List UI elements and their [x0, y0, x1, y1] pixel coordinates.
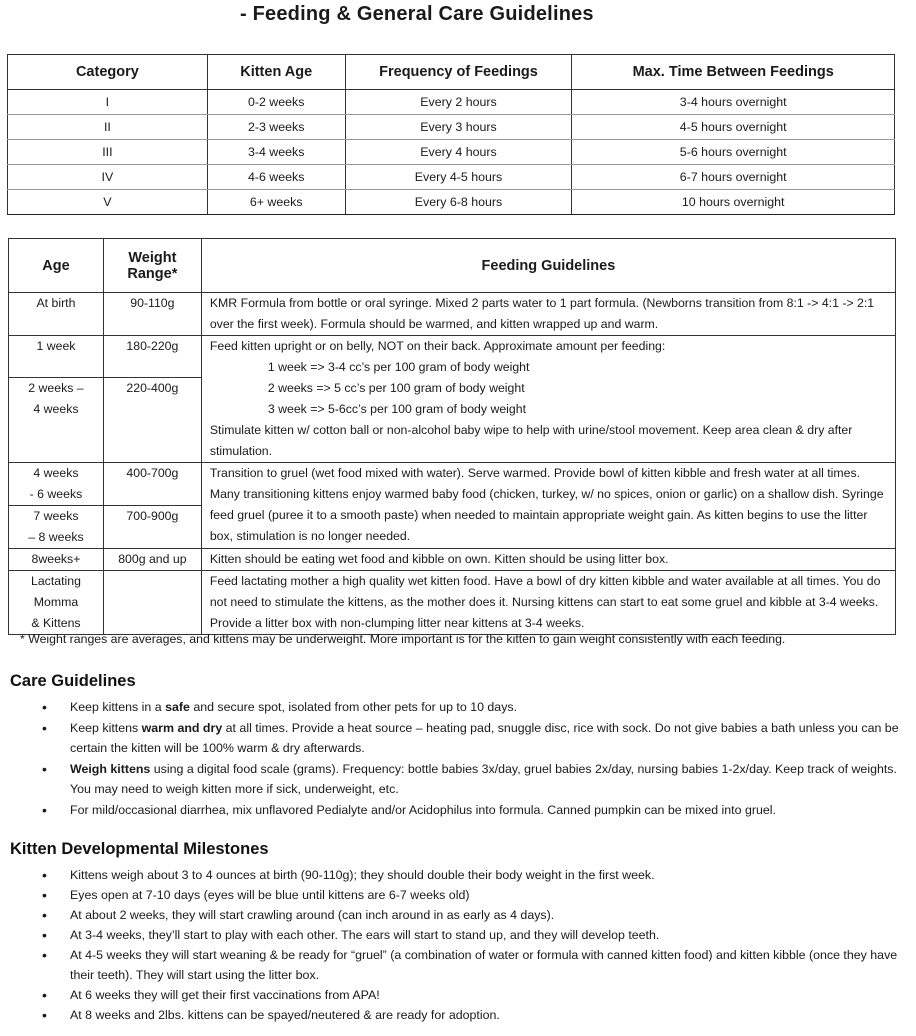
text-run: For mild/occasional diarrhea, mix unflavored Pedialyte and/or Acidophilus into formula. Canned pumpkin can be mixed into gruel.: [70, 802, 776, 817]
table-row: [9, 549, 896, 571]
header-max-time: Max. Time Between Feedings: [572, 55, 895, 90]
cell-max-time: 6-7 hours overnight: [572, 165, 895, 190]
cell-weight: 700-900g: [103, 506, 201, 549]
header-weight-line1: Weight: [128, 249, 177, 266]
cell-category: II: [8, 115, 208, 140]
bullet-icon: •: [42, 719, 47, 736]
cell-weight: 220-400g: [103, 378, 201, 463]
age-line: - 6 weeks: [29, 487, 83, 501]
cell-age: [9, 378, 104, 463]
list-item: [20, 985, 900, 1005]
age-line: & Kittens: [31, 616, 81, 630]
bullet-icon: •: [42, 1007, 47, 1023]
cell-category: V: [8, 190, 208, 215]
age-line: – 8 weeks: [28, 530, 84, 544]
list-item: [20, 1005, 900, 1025]
milestone-text: Eyes open at 7-10 days (eyes will be blue until kittens are 6-7 weeks old): [70, 888, 470, 902]
cell-frequency: Every 4 hours: [345, 140, 572, 165]
cell-category: I: [8, 90, 208, 115]
list-item: [20, 925, 900, 945]
bullet-icon: •: [42, 987, 47, 1003]
cell-weight: [103, 571, 201, 635]
weight-footnote: * Weight ranges are averages, and kittens may be underweight. More important is for the kitten to gain weight consistently with each feeding.: [20, 632, 786, 646]
list-item: [20, 885, 900, 905]
table-row: [9, 571, 896, 635]
page-title: - Feeding & General Care Guidelines: [240, 3, 594, 25]
text-run-bold: Weigh kittens: [70, 761, 151, 776]
table-row: [8, 190, 895, 215]
milestones-list: [20, 865, 900, 1025]
cell-guideline: Kitten should be eating wet food and kibble on own. Kitten should be using litter box.: [201, 549, 895, 571]
cell-frequency: Every 2 hours: [345, 90, 572, 115]
cell-age: [9, 571, 104, 635]
text-run: using a digital food scale (grams). Frequency: bottle babies 3x/day, gruel babies 2x/day, nursing babies 1-2x/day. Keep track of weights. You may need to weigh kitten more if sick, underweight, etc.: [70, 761, 897, 796]
text-run: Keep kittens: [70, 720, 142, 735]
table-row: [8, 90, 895, 115]
text-run: at all times. Provide a heat source – heating pad, snuggle disc, rice with sock. Do not give babies a bath unless you can be certain the kitten will be 100% warm & dry afterwards.: [70, 720, 899, 755]
bullet-icon: •: [42, 887, 47, 903]
list-item: [20, 800, 900, 821]
age-line: Momma: [33, 595, 79, 609]
list-item: [20, 905, 900, 925]
cell-age: 0-2 weeks: [207, 90, 345, 115]
care-guidelines-heading: Care Guidelines: [10, 672, 136, 690]
header-frequency: Frequency of Feedings: [345, 55, 572, 90]
age-line: 4 weeks: [33, 466, 79, 480]
cell-weight: 180-220g: [103, 336, 201, 378]
guideline-amount-2: 2 weeks => 5 cc’s per 100 gram of body weight: [267, 381, 525, 395]
cell-age: 2-3 weeks: [207, 115, 345, 140]
cell-age: [9, 463, 104, 506]
list-item: [20, 759, 900, 800]
care-guidelines-list: [20, 697, 900, 820]
header-feeding-guidelines: Feeding Guidelines: [201, 239, 895, 293]
cell-max-time: 10 hours overnight: [572, 190, 895, 215]
bullet-icon: •: [42, 801, 47, 818]
milestone-text: At 6 weeks they will get their first vaccinations from APA!: [70, 988, 380, 1002]
bullet-icon: •: [42, 867, 47, 883]
header-kitten-age: Kitten Age: [207, 55, 345, 90]
list-item: [20, 697, 900, 718]
cell-guideline: Transition to gruel (wet food mixed with water). Serve warmed. Provide bowl of kitten kibble and fresh water at all times. Many transitioning kittens enjoy warmed baby food (chicken, turkey, w/ no spices, onion or garlic) on a shallow dish. Syringe feed gruel (puree it to a smooth paste) when needed to maintain appropriate weight gain. As kitten begins to use the litter box, stimulation is no longer needed.: [201, 463, 895, 549]
cell-weight: 90-110g: [103, 293, 201, 336]
text-run-bold: safe: [165, 700, 190, 714]
table-header-row: [9, 239, 896, 293]
milestone-text: At 4-5 weeks they will start weaning & be ready for “gruel” (a combination of water or formula with canned kitten food) and kitten kibble (once they have their teeth). They will start using the litter box.: [70, 948, 898, 982]
bullet-icon: •: [42, 947, 47, 963]
guideline-amount-1: 1 week => 3-4 cc’s per 100 gram of body weight: [267, 360, 530, 374]
bullet-icon: •: [42, 699, 47, 715]
text-run-bold: warm and dry: [141, 720, 223, 735]
cell-max-time: 4-5 hours overnight: [572, 115, 895, 140]
cell-frequency: Every 4-5 hours: [345, 165, 572, 190]
header-category: Category: [8, 55, 208, 90]
milestones-heading: Kitten Developmental Milestones: [10, 840, 269, 858]
table-row: [9, 336, 896, 378]
header-weight-range: [103, 239, 201, 293]
cell-age: 3-4 weeks: [207, 140, 345, 165]
milestone-text: Kittens weigh about 3 to 4 ounces at birth (90-110g); they should double their body weight in the first week.: [70, 868, 655, 882]
list-item: [20, 945, 900, 985]
header-age: Age: [9, 239, 104, 293]
table-row: [8, 115, 895, 140]
bullet-icon: •: [42, 760, 47, 777]
guideline-outro: Stimulate kitten w/ cotton ball or non-alcohol baby wipe to help with urine/stool movement. Keep area clean & dry after stimulation.: [209, 423, 853, 458]
cell-age: 6+ weeks: [207, 190, 345, 215]
milestone-text: At 8 weeks and 2lbs. kittens can be spayed/neutered & are ready for adoption.: [70, 1008, 500, 1022]
table-row: [8, 165, 895, 190]
cell-age: 4-6 weeks: [207, 165, 345, 190]
cell-category: IV: [8, 165, 208, 190]
table-row: [8, 140, 895, 165]
cell-max-time: 5-6 hours overnight: [572, 140, 895, 165]
cell-age: At birth: [9, 293, 104, 336]
cell-age: 8weeks+: [9, 549, 104, 571]
cell-age: 1 week: [9, 336, 104, 378]
feeding-schedule-table: [7, 54, 895, 215]
cell-guideline: KMR Formula from bottle or oral syringe. Mixed 2 parts water to 1 part formula. (Newborns transition from 8:1 -> 4:1 -> 2:1 over the first week). Formula should be warmed, and kitten wrapped up and warm.: [201, 293, 895, 336]
cell-age: [9, 506, 104, 549]
guideline-amount-3: 3 week => 5-6cc’s per 100 gram of body weight: [267, 402, 527, 416]
cell-category: III: [8, 140, 208, 165]
age-line: 4 weeks: [33, 402, 79, 417]
header-weight-line2: Range*: [127, 265, 178, 282]
text-run: Keep kittens in a: [70, 700, 166, 714]
list-item: [20, 718, 900, 759]
feeding-guidelines-table: [8, 238, 896, 635]
bullet-icon: •: [42, 927, 47, 943]
bullet-icon: •: [42, 907, 47, 923]
cell-weight: 400-700g: [103, 463, 201, 506]
milestone-text: At about 2 weeks, they will start crawling around (can inch around in as early as 4 days).: [70, 908, 555, 922]
cell-weight: 800g and up: [103, 549, 201, 571]
cell-frequency: Every 3 hours: [345, 115, 572, 140]
milestone-text: At 3-4 weeks, they’ll start to play with each other. The ears will start to stand up, and they will develop teeth.: [70, 928, 660, 942]
cell-guideline: [201, 336, 895, 463]
cell-guideline: Feed lactating mother a high quality wet kitten food. Have a bowl of dry kitten kibble and water available at all times. You do not need to stimulate the kittens, as the mother does it. Nursing kittens can start to eat some gruel and kibble at 3-4 weeks. Provide a litter box with non-clumping litter near kittens at 3-4 weeks.: [201, 571, 895, 635]
text-run: and secure spot, isolated from other pets for up to 10 days.: [189, 700, 518, 714]
guideline-intro: Feed kitten upright or on belly, NOT on their back. Approximate amount per feeding:: [209, 339, 666, 353]
table-header-row: [8, 55, 895, 90]
table-row: [9, 293, 896, 336]
cell-max-time: 3-4 hours overnight: [572, 90, 895, 115]
age-line: 2 weeks –: [28, 381, 84, 396]
table-row: [9, 463, 896, 506]
cell-frequency: Every 6-8 hours: [345, 190, 572, 215]
age-line: 7 weeks: [33, 509, 79, 523]
list-item: [20, 865, 900, 885]
age-line: Lactating: [31, 574, 81, 588]
